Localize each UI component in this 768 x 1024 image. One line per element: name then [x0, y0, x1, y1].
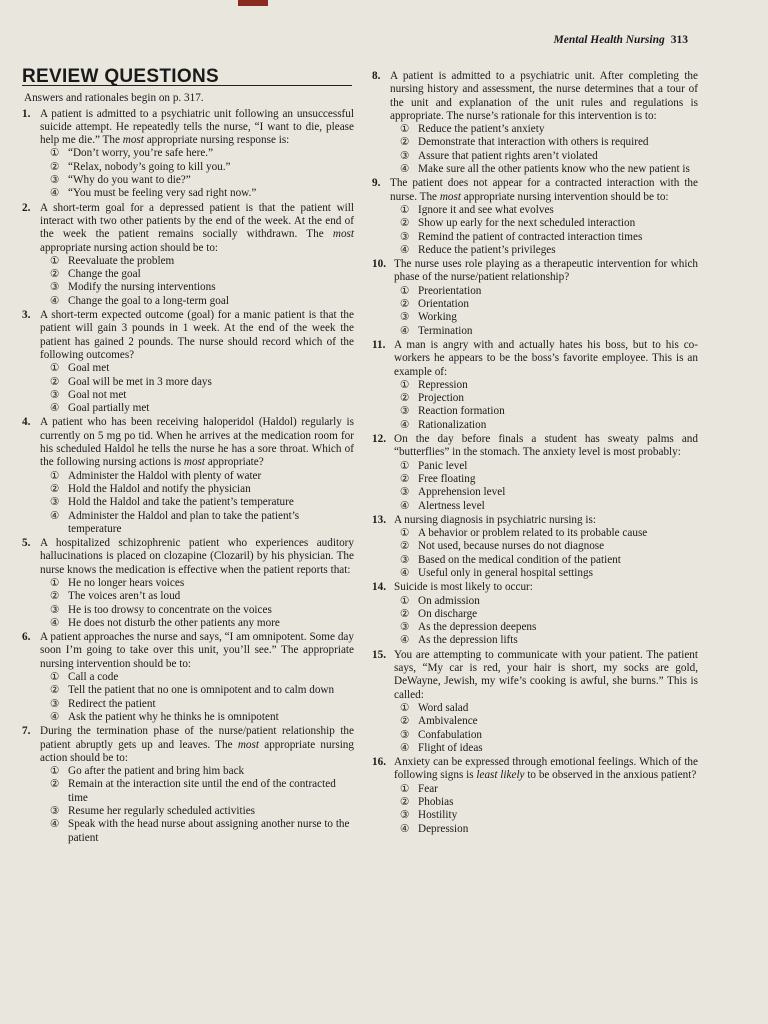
question-3	[22, 309, 354, 415]
question-stem: A nursing diagnosis in psychiatric nursing is:	[394, 513, 596, 526]
answer-option	[40, 496, 354, 509]
answer-option	[394, 702, 698, 715]
answer-option	[394, 500, 698, 513]
option-text: “Relax, nobody’s going to kill you.”	[68, 160, 231, 173]
answers-note: Answers and rationales begin on p. 317.	[24, 92, 204, 105]
option-number-icon: ④	[400, 566, 410, 579]
option-number-icon: ①	[400, 459, 410, 472]
option-number-icon: ③	[400, 405, 410, 418]
answer-option	[394, 379, 698, 392]
answer-option	[394, 608, 698, 621]
option-text: Reevaluate the problem	[68, 254, 175, 267]
question-number: 9.	[372, 177, 381, 190]
answer-option	[390, 136, 698, 149]
option-text: Reaction formation	[418, 405, 505, 418]
option-number-icon: ②	[400, 298, 410, 311]
option-text: Call a code	[68, 671, 119, 684]
answer-options	[40, 470, 354, 536]
answer-option	[390, 231, 698, 244]
question-number: 15.	[372, 648, 386, 661]
option-text: Goal will be met in 3 more days	[68, 375, 212, 388]
option-number-icon: ④	[400, 499, 410, 512]
question-number: 5.	[22, 537, 31, 550]
option-text: He no longer hears voices	[68, 576, 185, 589]
question-7	[22, 725, 354, 845]
option-number-icon: ④	[50, 509, 60, 522]
option-text: As the depression deepens	[418, 621, 537, 634]
option-number-icon: ②	[400, 540, 410, 553]
answer-options	[40, 765, 354, 845]
answer-option	[390, 204, 698, 217]
option-number-icon: ③	[400, 311, 410, 324]
option-text: Ask the patient why he thinks he is omnipotent	[68, 710, 279, 723]
option-number-icon: ②	[50, 160, 60, 173]
question-1	[22, 108, 354, 201]
option-number-icon: ③	[400, 809, 410, 822]
option-number-icon: ①	[50, 147, 60, 160]
answer-option	[390, 123, 698, 136]
answer-option	[394, 486, 698, 499]
answer-option	[394, 473, 698, 486]
answer-option	[40, 510, 354, 537]
answer-options	[394, 595, 698, 648]
left-column	[22, 66, 354, 846]
option-text: Show up early for the next scheduled interaction	[418, 217, 636, 230]
option-text: Hostility	[418, 809, 458, 822]
answer-options	[394, 527, 698, 580]
option-number-icon: ①	[400, 701, 410, 714]
answer-option	[394, 460, 698, 473]
option-number-icon: ③	[400, 149, 410, 162]
answer-option	[390, 163, 698, 176]
question-stem: The nurse uses role playing as a therapeutic intervention for which phase of the nurse/patient relationship?	[394, 258, 698, 284]
option-text: Administer the Haldol and plan to take the patient’s temperature	[68, 509, 300, 535]
option-number-icon: ③	[50, 388, 60, 401]
answer-options	[394, 285, 698, 338]
option-text: Demonstrate that interaction with others is required	[418, 136, 649, 149]
answer-option	[40, 604, 354, 617]
question-number: 8.	[372, 70, 381, 82]
option-number-icon: ②	[400, 607, 410, 620]
answer-option	[40, 483, 354, 496]
answer-option	[40, 711, 354, 724]
question-stem: A patient approaches the nurse and says, “I am omnipotent. Some day soon I’m going to take over this unit, you’ll see.” The appropriate nursing intervention should be to:	[40, 631, 354, 670]
answer-option	[40, 698, 354, 711]
answer-option	[394, 311, 698, 324]
question-14	[372, 581, 698, 647]
question-13	[372, 514, 698, 580]
option-text: Tell the patient that no one is omnipotent and to calm down	[68, 684, 335, 697]
option-number-icon: ③	[400, 486, 410, 499]
option-number-icon: ④	[50, 616, 60, 629]
option-number-icon: ④	[50, 187, 60, 200]
option-text: Flight of ideas	[418, 741, 483, 754]
question-number: 6.	[22, 631, 31, 644]
option-number-icon: ④	[400, 243, 410, 256]
answer-option	[40, 389, 354, 402]
option-text: Orientation	[418, 298, 469, 311]
answer-option	[394, 783, 698, 796]
answer-options	[40, 577, 354, 630]
option-text: Modify the nursing interventions	[68, 281, 216, 294]
answer-option	[40, 765, 354, 778]
option-number-icon: ②	[50, 482, 60, 495]
option-text: “Don’t worry, you’re safe here.”	[68, 147, 214, 160]
option-number-icon: ①	[50, 254, 60, 267]
answer-option	[394, 715, 698, 728]
question-stem: Anxiety can be expressed through emotional feelings. Which of the following signs is least likely to be observed in the anxious patient?	[394, 756, 698, 782]
option-number-icon: ④	[50, 818, 60, 831]
question-stem: Suicide is most likely to occur:	[394, 581, 533, 594]
option-text: He is too drowsy to concentrate on the voices	[68, 603, 272, 616]
option-number-icon: ①	[400, 782, 410, 795]
option-number-icon: ④	[400, 418, 410, 431]
option-text: Word salad	[418, 701, 469, 714]
option-number-icon: ①	[50, 362, 60, 375]
answer-option	[394, 392, 698, 405]
question-16	[372, 756, 698, 836]
answer-options	[394, 460, 698, 513]
option-number-icon: ②	[50, 684, 60, 697]
option-number-icon: ②	[50, 778, 60, 791]
answer-option	[40, 147, 354, 160]
option-text: “Why do you want to die?”	[68, 174, 191, 187]
option-text: Change the goal	[68, 268, 141, 281]
option-number-icon: ④	[50, 294, 60, 307]
answer-option	[40, 617, 354, 630]
question-stem: A patient who has been receiving haloperidol (Haldol) regularly is currently on 5 mg po tid. When he arrives at the medication room for his scheduled Haldol he tells the nurse he has a sore throat. Which of the following nursing actions is most appropriate?	[40, 416, 354, 469]
answer-option	[394, 405, 698, 418]
question-number: 12.	[372, 433, 386, 446]
option-text: Speak with the head nurse about assigning another nurse to the patient	[68, 818, 350, 844]
answer-option	[40, 255, 354, 268]
answer-options	[40, 671, 354, 724]
answer-option	[40, 671, 354, 684]
option-text: Panic level	[418, 459, 468, 472]
option-number-icon: ②	[400, 217, 410, 230]
option-number-icon: ④	[400, 324, 410, 337]
answer-option	[40, 590, 354, 603]
answer-option	[40, 362, 354, 375]
question-number: 7.	[22, 725, 31, 738]
option-text: Assure that patient rights aren’t violated	[418, 149, 598, 162]
option-text: Make sure all the other patients know who the new patient is	[418, 163, 690, 176]
option-number-icon: ④	[50, 402, 60, 415]
answer-option	[394, 809, 698, 822]
question-12	[372, 433, 698, 513]
option-number-icon: ①	[400, 378, 410, 391]
option-text: Goal met	[68, 362, 110, 375]
answer-option	[40, 161, 354, 174]
option-text: Hold the Haldol and take the patient’s temperature	[68, 496, 294, 509]
option-text: A behavior or problem related to its probable cause	[418, 527, 648, 540]
answer-options	[390, 123, 698, 176]
option-text: On admission	[418, 594, 480, 607]
answer-option	[40, 295, 354, 308]
page-number: 313	[670, 34, 688, 46]
option-text: Administer the Haldol with plenty of water	[68, 469, 262, 482]
answer-option	[390, 217, 698, 230]
option-text: Rationalization	[418, 418, 487, 431]
option-text: Resume her regularly scheduled activities	[68, 805, 256, 818]
answer-option	[394, 298, 698, 311]
option-number-icon: ④	[400, 163, 410, 176]
page-tab-marker	[238, 0, 268, 6]
option-number-icon: ③	[50, 697, 60, 710]
question-number: 16.	[372, 756, 386, 769]
option-text: Apprehension level	[418, 486, 506, 499]
option-text: Redirect the patient	[68, 697, 156, 710]
option-text: On discharge	[418, 607, 478, 620]
question-stem: A short-term goal for a depressed patient is that the patient will interact with two other patients by the end of the week. At the end of the week the patient remains socially withdrawn. The most appropriate nursing action should be to:	[40, 201, 354, 254]
question-number: 1.	[22, 107, 31, 120]
option-text: Phobias	[418, 796, 454, 809]
option-number-icon: ③	[50, 281, 60, 294]
option-text: Ambivalence	[418, 715, 478, 728]
section-title: REVIEW QUESTIONS	[22, 70, 352, 86]
answer-option	[394, 540, 698, 553]
question-10	[372, 258, 698, 338]
answer-option	[40, 174, 354, 187]
question-number: 10.	[372, 258, 386, 271]
option-text: Useful only in general hospital settings	[418, 566, 593, 579]
option-text: The voices aren’t as loud	[68, 590, 181, 603]
option-text: Reduce the patient’s privileges	[418, 243, 556, 256]
option-number-icon: ④	[50, 710, 60, 723]
option-number-icon: ①	[400, 203, 410, 216]
option-text: Goal not met	[68, 388, 127, 401]
answer-option	[394, 419, 698, 432]
option-number-icon: ②	[400, 796, 410, 809]
answer-option	[40, 187, 354, 200]
question-number: 11.	[372, 338, 386, 351]
answer-option	[394, 554, 698, 567]
running-head	[554, 34, 688, 46]
option-text: Working	[418, 311, 457, 324]
question-stem: On the day before finals a student has sweaty palms and “butterflies” in the stomach. The anxiety level is most probably:	[394, 433, 698, 459]
question-number: 13.	[372, 513, 386, 526]
option-text: He does not disturb the other patients any more	[68, 616, 280, 629]
answer-option	[394, 527, 698, 540]
running-title: Mental Health Nursing	[553, 34, 665, 46]
option-text: Free floating	[418, 472, 476, 485]
question-9	[372, 177, 698, 257]
question-5	[22, 537, 354, 630]
option-text: Not used, because nurses do not diagnose	[418, 540, 605, 553]
option-number-icon: ④	[400, 822, 410, 835]
question-stem: A short-term expected outcome (goal) for a manic patient is that the patient will gain 3 pounds in 1 week. At the end of the week the patient has gained 2 pounds. The nurse should record which of the following outcomes?	[40, 309, 354, 361]
option-text: Go after the patient and bring him back	[68, 765, 245, 778]
question-6	[22, 631, 354, 724]
option-number-icon: ③	[400, 230, 410, 243]
option-text: Preorientation	[418, 284, 482, 297]
option-number-icon: ②	[50, 375, 60, 388]
option-text: Hold the Haldol and notify the physician	[68, 482, 251, 495]
answer-option	[40, 805, 354, 818]
option-number-icon: ④	[400, 634, 410, 647]
answer-option	[394, 567, 698, 580]
option-text: Based on the medical condition of the patient	[418, 553, 621, 566]
option-text: Remind the patient of contracted interaction times	[418, 230, 643, 243]
option-text: Confabulation	[418, 728, 483, 741]
question-15	[372, 649, 698, 755]
answer-option	[40, 281, 354, 294]
answer-option	[40, 376, 354, 389]
question-8	[372, 70, 698, 176]
answer-option	[40, 268, 354, 281]
answer-options	[390, 204, 698, 257]
option-text: As the depression lifts	[418, 634, 518, 647]
question-4	[22, 416, 354, 536]
option-text: “You must be feeling very sad right now.”	[68, 187, 257, 200]
question-stem: A patient is admitted to a psychiatric unit. After completing the nursing history and assessment, the nurse determines that a tour of the unit and explanation of the unit rules and regulations is appropriate. The nurse’s rationale for this intervention is to:	[390, 70, 698, 122]
answer-option	[40, 577, 354, 590]
option-text: Goal partially met	[68, 402, 150, 415]
answer-option	[40, 684, 354, 697]
answer-option	[394, 285, 698, 298]
question-stem: A man is angry with and actually hates his boss, but to his co-workers he appears to be the boss’s favorite employee. This is an example of:	[394, 338, 698, 378]
option-number-icon: ①	[400, 594, 410, 607]
answer-option	[40, 402, 354, 415]
question-number: 4.	[22, 416, 31, 429]
option-text: Reduce the patient’s anxiety	[418, 123, 545, 136]
question-stem: The patient does not appear for a contracted interaction with the nurse. The most appropriate nursing intervention should be to:	[390, 177, 698, 203]
answer-option	[40, 818, 354, 845]
option-text: Alertness level	[418, 499, 485, 512]
option-text: Depression	[418, 822, 469, 835]
option-number-icon: ③	[400, 621, 410, 634]
question-2	[22, 202, 354, 308]
question-11	[372, 339, 698, 432]
answer-option	[394, 742, 698, 755]
option-text: Repression	[418, 378, 468, 391]
answer-option	[394, 621, 698, 634]
option-number-icon: ②	[400, 715, 410, 728]
option-number-icon: ③	[400, 553, 410, 566]
option-number-icon: ①	[50, 671, 60, 684]
option-text: Remain at the interaction site until the end of the contracted time	[68, 778, 336, 804]
answer-option	[394, 823, 698, 836]
option-number-icon: ①	[50, 469, 60, 482]
answer-option	[40, 470, 354, 483]
question-number: 3.	[22, 309, 31, 322]
option-text: Fear	[418, 782, 438, 795]
option-number-icon: ②	[400, 472, 410, 485]
option-number-icon: ①	[400, 123, 410, 136]
option-number-icon: ②	[400, 136, 410, 149]
option-text: Termination	[418, 324, 473, 337]
answer-option	[40, 778, 354, 805]
option-text: Projection	[418, 392, 464, 405]
answer-options	[394, 379, 698, 432]
option-number-icon: ②	[50, 590, 60, 603]
option-number-icon: ③	[400, 728, 410, 741]
answer-option	[394, 634, 698, 647]
option-number-icon: ①	[400, 284, 410, 297]
answer-option	[394, 729, 698, 742]
option-number-icon: ③	[50, 805, 60, 818]
answer-options	[394, 702, 698, 755]
answer-option	[394, 325, 698, 338]
question-stem: You are attempting to communicate with your patient. The patient says, “My car is red, your hair is short, my socks are gold, DeWayne, Jewish, my wife’s cooking is awful, she burns.” This is called:	[394, 648, 698, 701]
option-text: Change the goal to a long-term goal	[68, 294, 229, 307]
right-column	[372, 70, 698, 837]
option-number-icon: ④	[400, 741, 410, 754]
question-stem: During the termination phase of the nurse/patient relationship the patient abruptly gets up and leaves. The most appropriate nursing action should be to:	[40, 725, 354, 764]
option-number-icon: ②	[400, 392, 410, 405]
answer-option	[390, 150, 698, 163]
answer-option	[394, 595, 698, 608]
answer-option	[390, 244, 698, 257]
question-stem: A hospitalized schizophrenic patient who experiences auditory hallucinations is placed on clozapine (Clozaril) by his physician. The nurse knows the medication is effective when the patient reports that:	[40, 537, 354, 576]
answer-options	[40, 362, 354, 415]
answer-option	[394, 796, 698, 809]
option-number-icon: ①	[400, 527, 410, 540]
question-stem: A patient is admitted to a psychiatric unit following an unsuccessful suicide attempt. He repeatedly tells the nurse, “I want to die, please help me die.” The most appropriate nursing response is:	[40, 107, 354, 147]
option-number-icon: ①	[50, 765, 60, 778]
question-number: 14.	[372, 581, 386, 594]
option-number-icon: ②	[50, 268, 60, 281]
option-number-icon: ③	[50, 603, 60, 616]
answer-options	[40, 147, 354, 200]
option-number-icon: ③	[50, 174, 60, 187]
answer-options	[394, 783, 698, 836]
option-number-icon: ③	[50, 496, 60, 509]
option-number-icon: ①	[50, 576, 60, 589]
option-text: Ignore it and see what evolves	[418, 203, 554, 216]
question-number: 2.	[22, 201, 31, 214]
answer-options	[40, 255, 354, 308]
